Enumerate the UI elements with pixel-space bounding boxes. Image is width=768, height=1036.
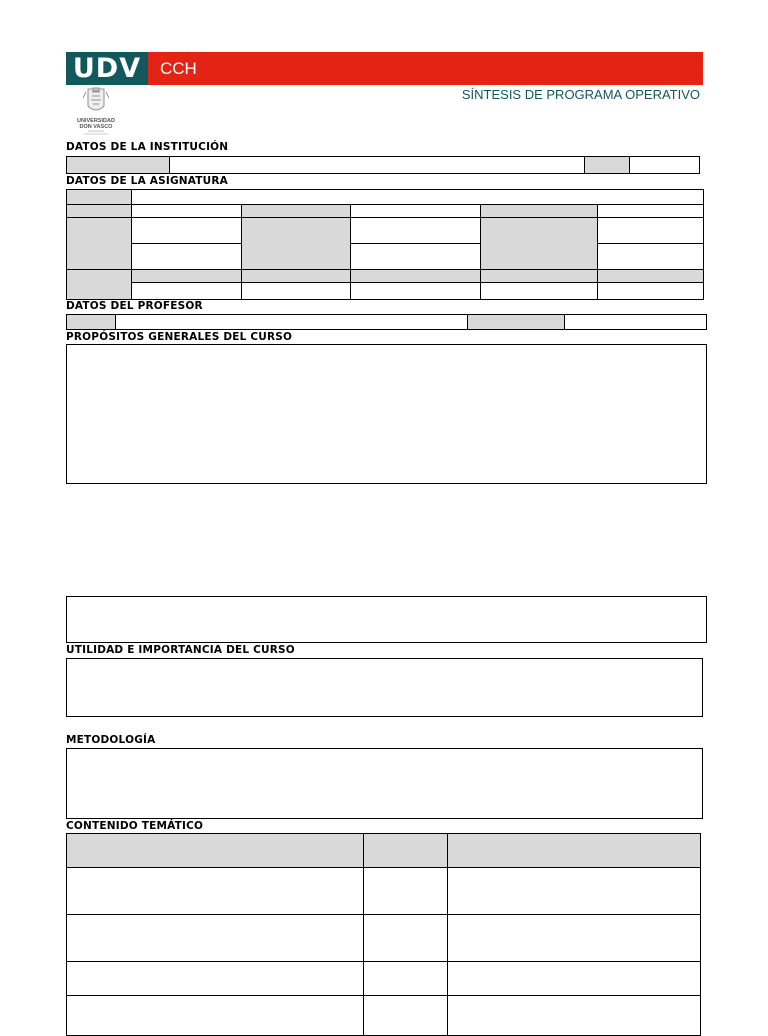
header-banner [66, 52, 703, 85]
asignatura-header-cell [351, 270, 481, 283]
profesor-extra-field[interactable] [564, 314, 707, 330]
utilidad-textarea[interactable] [66, 658, 703, 717]
section-profesor-heading: DATOS DEL PROFESOR [66, 300, 203, 312]
contenido-cell[interactable] [448, 962, 701, 996]
contenido-header-cell [364, 834, 448, 868]
unit-label: CCH [160, 59, 197, 78]
asignatura-header-cell [598, 270, 704, 283]
asignatura-label-cell [481, 218, 598, 270]
contenido-cell[interactable] [364, 996, 448, 1036]
asignatura-field-cell[interactable] [132, 283, 242, 300]
contenido-cell[interactable] [364, 962, 448, 996]
contenido-cell[interactable] [67, 962, 364, 996]
asignatura-field-cell[interactable] [351, 218, 481, 244]
asignatura-field-cell[interactable] [598, 218, 704, 244]
section-institucion-heading: DATOS DE LA INSTITUCIÓN [66, 141, 229, 153]
contenido-cell[interactable] [67, 915, 364, 962]
contenido-cell[interactable] [67, 996, 364, 1036]
asignatura-header-cell [481, 270, 598, 283]
contenido-header-cell [67, 834, 364, 868]
asignatura-label-cell [481, 205, 598, 218]
additional-textarea[interactable] [66, 596, 707, 643]
profesor-name-field[interactable] [115, 314, 468, 330]
section-asignatura-heading: DATOS DE LA ASIGNATURA [66, 175, 228, 187]
contenido-cell[interactable] [448, 996, 701, 1036]
institucion-name-field[interactable] [169, 156, 585, 174]
asignatura-field-cell[interactable] [598, 283, 704, 300]
asignatura-header-cell [132, 270, 242, 283]
contenido-cell[interactable] [364, 915, 448, 962]
contenido-cell[interactable] [448, 915, 701, 962]
contenido-table [66, 833, 701, 1036]
asignatura-field-cell[interactable] [598, 244, 704, 270]
contenido-cell[interactable] [67, 868, 364, 915]
asignatura-label-cell [67, 218, 132, 270]
contenido-cell[interactable] [448, 868, 701, 915]
contenido-cell[interactable] [364, 868, 448, 915]
institucion-label-field [66, 156, 170, 174]
asignatura-field-cell[interactable] [351, 283, 481, 300]
section-utilidad-heading: UTILIDAD E IMPORTANCIA DEL CURSO [66, 644, 295, 656]
udv-logo: UDV [66, 52, 148, 85]
institucion-code-field[interactable] [629, 156, 700, 174]
svg-text:DON VASCO: DON VASCO [79, 124, 113, 130]
section-contenido-heading: CONTENIDO TEMÁTICO [66, 820, 204, 832]
institucion-code-label [584, 156, 630, 174]
asignatura-name-field[interactable] [132, 190, 704, 205]
asignatura-field-cell[interactable] [242, 283, 351, 300]
asignatura-field-cell[interactable] [351, 244, 481, 270]
asignatura-label-cell [242, 205, 351, 218]
contenido-header-cell [448, 834, 701, 868]
propositos-textarea[interactable] [66, 344, 707, 484]
asignatura-field-cell[interactable] [132, 218, 242, 244]
asignatura-label-cell [242, 218, 351, 270]
asignatura-field-cell[interactable] [132, 205, 242, 218]
asignatura-table [66, 189, 704, 300]
asignatura-label-cell [67, 205, 132, 218]
svg-text:UNIVERSIDAD: UNIVERSIDAD [77, 118, 115, 124]
asignatura-field-cell[interactable] [351, 205, 481, 218]
asignatura-field-cell[interactable] [481, 283, 598, 300]
section-metodologia-heading: METODOLOGÍA [66, 734, 156, 746]
asignatura-header-cell [242, 270, 351, 283]
document-title: SÍNTESIS DE PROGRAMA OPERATIVO [461, 87, 700, 102]
metodologia-textarea[interactable] [66, 748, 703, 819]
profesor-extra-label [467, 314, 565, 330]
profesor-name-label [66, 314, 116, 330]
asignatura-name-label [67, 190, 132, 205]
asignatura-field-cell[interactable] [598, 205, 704, 218]
university-seal-icon [70, 86, 122, 138]
section-propositos-heading: PROPÓSITOS GENERALES DEL CURSO [66, 331, 293, 343]
asignatura-field-cell[interactable] [132, 244, 242, 270]
asignatura-label-cell [67, 270, 132, 300]
